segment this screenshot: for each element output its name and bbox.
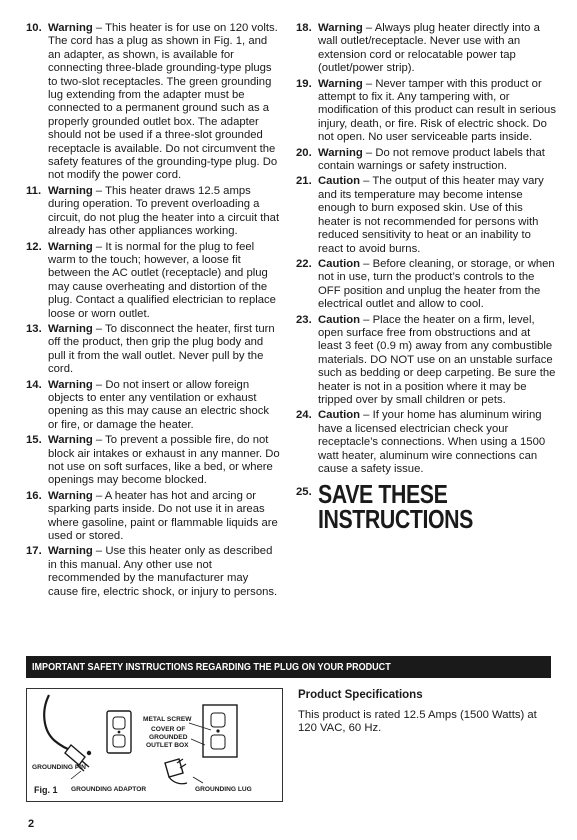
item-keyword: Warning bbox=[48, 240, 93, 253]
plug-diagram bbox=[27, 689, 282, 801]
item-number: 21. bbox=[296, 175, 312, 188]
item-body bbox=[48, 185, 281, 239]
save-title-line1: SAVE THESE bbox=[318, 479, 448, 510]
cover-label-line2: GROUNDED bbox=[149, 734, 188, 741]
item-text: – This heater is for use on 120 volts. The cord has a plug as shown in Fig. 1, and an adapter, as shown, is available for connecting three-blade grounding-type plugs to two-slot receptacles. The green grounding lug extending from the adapter must be connected to a permanent ground such as a properly grounded outlet box. The adapter should not be used if a three-slot grounded receptacle is available. Do not circumvent the safety features of the grounding-type plug. Do not modify the power cord. bbox=[48, 22, 278, 182]
safety-item bbox=[26, 22, 281, 183]
item-text: – Before cleaning, or storage, or when not in use, turn the product’s controls to the OFF position and unplug the heater from the electrical outlet and allow to cool. bbox=[318, 257, 555, 311]
plug-safety-banner bbox=[26, 656, 551, 678]
safety-item bbox=[26, 490, 281, 544]
grounding-adaptor-label: GROUNDING ADAPTOR bbox=[71, 786, 147, 793]
item-text: – A heater has hot and arcing or sparking parts inside. Do not use it in areas where gasoline, paint or flammable liquids are used or stored. bbox=[48, 489, 278, 543]
item-text: – This heater draws 12.5 amps during operation. To prevent overloading a circuit, do not plug the heater into a circuit that already has other appliances working. bbox=[48, 184, 280, 238]
grounding-pin-leader bbox=[71, 771, 81, 779]
item-body bbox=[48, 22, 281, 183]
safety-item bbox=[296, 78, 556, 145]
item-text: – Do not remove product labels that contain warnings or safety instruction. bbox=[318, 146, 545, 173]
item-number: 10. bbox=[26, 22, 42, 34]
grounding-lug-label: GROUNDING LUG bbox=[195, 786, 252, 793]
safety-item bbox=[296, 258, 556, 312]
grounding-pin-label: GROUNDING PIN bbox=[32, 764, 86, 771]
item-number: 18. bbox=[296, 22, 312, 34]
plug-figure bbox=[26, 688, 283, 802]
item-body bbox=[318, 175, 556, 255]
item-keyword: Warning bbox=[48, 378, 93, 391]
item-keyword: Warning bbox=[318, 22, 363, 34]
plug-safety-banner-text: IMPORTANT SAFETY INSTRUCTIONS REGARDING THE PLUG ON YOUR PRODUCT bbox=[32, 661, 391, 673]
item-text: – It is normal for the plug to feel warm to the touch; however, a loose fit between the AC outlet (receptacle) and plug may cause overheating and distortion of the plug. Contact a qualified electrician to replace loose or worn outlet. bbox=[48, 240, 276, 320]
item-body bbox=[318, 22, 556, 76]
cover-label-line3: OUTLET BOX bbox=[146, 742, 189, 749]
power-cord-shape bbox=[44, 695, 73, 751]
safety-item bbox=[296, 175, 556, 255]
item-body bbox=[318, 78, 556, 145]
item-text: – Place the heater on a firm, level, open surface free from obstructions and at least 3 feet (0.9 m) away from any combustible materials. DO NOT use on an unstable surface such as bedding or deep carpeting. Be sure the heater is not in a position where it may be tripped over by small children or pets. bbox=[318, 313, 556, 406]
item-body bbox=[318, 314, 556, 408]
cover-label-line1: COVER OF bbox=[151, 726, 186, 733]
item-number: 17. bbox=[26, 545, 42, 558]
item-text: – The output of this heater may vary and its temperature may become intense enough to burn exposed skin. Use of this heater is not recommended for persons with reduced sensitivity to heat or an inability to react to avoid burns. bbox=[318, 175, 544, 255]
item-text: – Always plug heater directly into a wall outlet/receptacle. Never use with an extension cord or relocatable power tap (outlet/power strip). bbox=[318, 22, 540, 75]
item-number: 12. bbox=[26, 240, 42, 253]
specifications-title: Product Specifications bbox=[298, 689, 423, 701]
item-text: – Never tamper with this product or attempt to fix it. Any tampering with, or modification of this product can result in serious injury, death, or fire. Risk of electric shock. Do not open. No user serviceable parts inside. bbox=[318, 77, 556, 144]
save-item-number: 25. bbox=[296, 486, 312, 499]
item-keyword: Caution bbox=[318, 257, 361, 270]
figure-caption: Fig. 1 bbox=[34, 785, 58, 795]
left-warning-list bbox=[26, 22, 281, 599]
save-title-line2: INSTRUCTIONS bbox=[318, 504, 473, 535]
outlet-socket-shape bbox=[211, 713, 225, 727]
outlet-socket-shape bbox=[211, 735, 225, 749]
item-body bbox=[48, 379, 281, 433]
item-text: – Use this heater only as described in this manual. Any other use not recommended by the manufacturer may cause fire, electric shock, or injury to persons. bbox=[48, 545, 278, 598]
metal-screw-label: METAL SCREW bbox=[143, 716, 192, 723]
page-number: 2 bbox=[28, 818, 35, 830]
safety-item bbox=[296, 22, 556, 76]
outlet-socket-shape bbox=[113, 735, 125, 747]
right-warning-list bbox=[296, 22, 556, 476]
outlet-socket-shape bbox=[113, 717, 125, 729]
safety-item bbox=[296, 409, 556, 476]
item-keyword: Warning bbox=[48, 545, 93, 558]
item-text: – To disconnect the heater, first turn off the product, then grip the plug body and pull it from the wall outlet. Never pull by the cord. bbox=[48, 322, 275, 376]
item-body bbox=[48, 434, 281, 488]
item-number: 15. bbox=[26, 434, 42, 447]
safety-item bbox=[26, 434, 281, 488]
save-title bbox=[318, 479, 513, 535]
safety-item bbox=[26, 185, 281, 239]
item-number: 14. bbox=[26, 378, 42, 391]
item-body bbox=[318, 409, 556, 476]
specifications-text: This product is rated 12.5 Amps (1500 Watts) at 120 VAC, 60 Hz. bbox=[298, 709, 537, 735]
item-keyword: Warning bbox=[48, 184, 93, 197]
item-keyword: Warning bbox=[48, 434, 93, 447]
safety-item bbox=[26, 323, 281, 377]
safety-item bbox=[26, 545, 281, 599]
item-body bbox=[318, 258, 556, 312]
item-keyword: Warning bbox=[48, 22, 93, 34]
item-keyword: Caution bbox=[318, 175, 361, 188]
plate-screw-shape bbox=[118, 731, 121, 734]
safety-item bbox=[26, 241, 281, 321]
item-number: 16. bbox=[26, 489, 42, 502]
item-keyword: Caution bbox=[318, 409, 361, 422]
grounding-lug-shape bbox=[169, 777, 187, 784]
item-keyword: Warning bbox=[318, 146, 363, 159]
metal-screw-shape bbox=[216, 729, 219, 732]
item-body bbox=[318, 147, 556, 174]
item-number: 22. bbox=[296, 257, 312, 270]
product-specifications bbox=[298, 688, 554, 736]
safety-item bbox=[296, 147, 556, 174]
item-body bbox=[48, 241, 281, 321]
item-text: – To prevent a possible fire, do not block air intakes or exhaust in any manner. Do not use on soft surfaces, like a bed, or where openings may become blocked. bbox=[48, 434, 280, 487]
item-keyword: Warning bbox=[48, 489, 93, 502]
item-number: 13. bbox=[26, 322, 42, 335]
item-keyword: Warning bbox=[318, 77, 363, 90]
safety-item bbox=[26, 379, 281, 433]
safety-item bbox=[296, 314, 556, 408]
item-body bbox=[48, 545, 281, 599]
item-text: – If your home has aluminum wiring have a licensed electrician check your receptacle’s connections. When using a 1500 watt heater, aluminum wire connections can cause a safety issue. bbox=[318, 409, 546, 475]
item-body bbox=[48, 323, 281, 377]
item-number: 23. bbox=[296, 313, 312, 326]
item-body bbox=[48, 490, 281, 544]
right-column bbox=[296, 22, 556, 535]
plug-body-shape bbox=[65, 745, 85, 765]
save-instructions-heading bbox=[296, 479, 556, 535]
left-column bbox=[26, 22, 281, 601]
grounding-pin-shape bbox=[87, 751, 91, 755]
item-keyword: Caution bbox=[318, 313, 361, 326]
item-number: 11. bbox=[26, 184, 42, 197]
item-text: – Do not insert or allow foreign objects to enter any ventilation or exhaust opening as this may cause an electric shock or fire, or damage the heater. bbox=[48, 378, 270, 431]
item-number: 19. bbox=[296, 77, 312, 90]
grounding-lug-leader bbox=[193, 777, 203, 783]
item-keyword: Warning bbox=[48, 322, 93, 335]
item-number: 24. bbox=[296, 409, 312, 422]
item-number: 20. bbox=[296, 146, 312, 159]
